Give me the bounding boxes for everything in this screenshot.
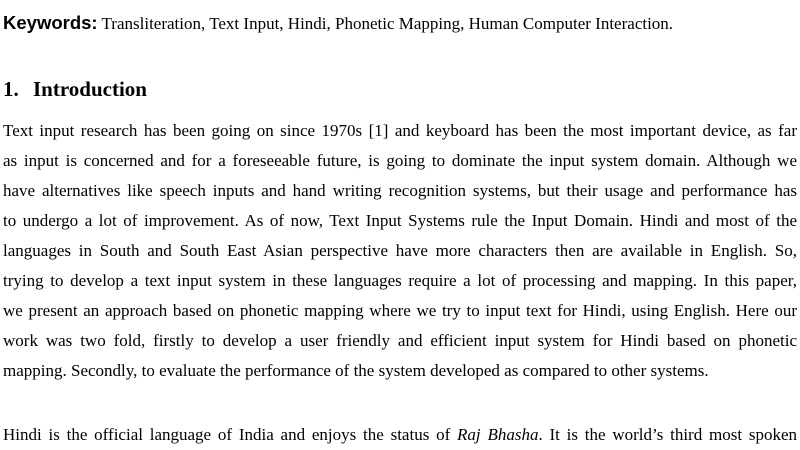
paragraph-line: languages in South and South East Asian perspective have more characters then are available in English. So,: [3, 241, 797, 260]
paragraph-line: mapping. Secondly, to evaluate the performance of the system developed as compared to other systems.: [3, 361, 709, 380]
paragraph-text: Hindi is the official language of India and enjoys the status of: [3, 425, 458, 444]
section-heading: [3, 76, 147, 102]
paragraph-intro: [3, 116, 797, 386]
section-title: Introduction: [33, 77, 147, 101]
paragraph-line: Text input research has been going on since 1970s [1] and keyboard has been the most important device, as far: [3, 121, 797, 140]
paragraph-hindi: [3, 420, 797, 450]
italic-term: Raj Bhasha: [457, 425, 539, 444]
keywords-line: [3, 11, 673, 36]
paragraph-line: to undergo a lot of improvement. As of now, Text Input Systems rule the Input Domain. Hindi and most of the: [3, 211, 797, 230]
paragraph-text: . It is the world’s third most spoken: [538, 425, 798, 444]
keywords-label: Keywords:: [3, 12, 98, 33]
paragraph-line: we present an approach based on phonetic mapping where we try to input text for Hindi, using English. Here our: [3, 301, 797, 320]
section-number: 1.: [3, 77, 19, 101]
paragraph-line: [3, 420, 797, 450]
keywords-text: Transliteration, Text Input, Hindi, Phonetic Mapping, Human Computer Interaction.: [97, 14, 674, 33]
paragraph-line: trying to develop a text input system in these languages require a lot of processing and mapping. In this paper,: [3, 271, 797, 290]
paragraph-line: as input is concerned and for a foreseeable future, is going to dominate the input system domain. Although we: [3, 151, 797, 170]
paragraph-line: work was two fold, firstly to develop a user friendly and efficient input system for Hindi based on phonetic: [3, 331, 797, 350]
paragraph-line: have alternatives like speech inputs and hand writing recognition systems, but their usage and performance has: [3, 181, 797, 200]
